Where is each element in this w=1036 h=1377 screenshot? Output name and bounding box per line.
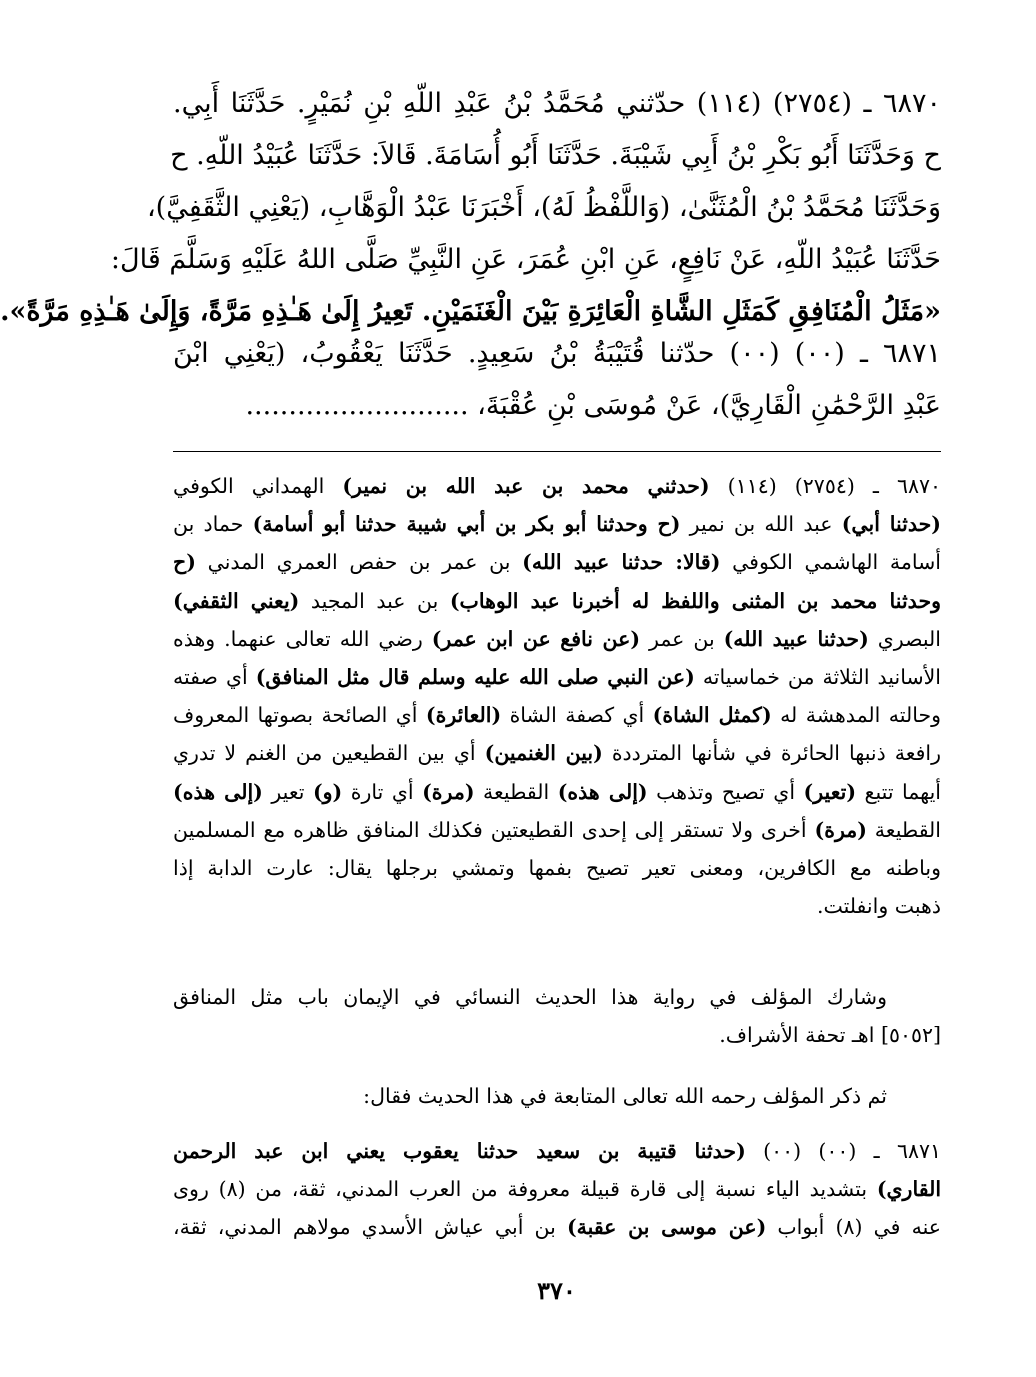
commentary-line: ثم ذكر المؤلف رحمه الله تعالى المتابعة في هذا الحديث فقال: (363, 1084, 887, 1108)
quoted-text: (عن موسى بن عقبة) (566, 1215, 767, 1240)
commentary-line (173, 1132, 941, 1170)
quoted-text: (ح وحدثنا أبو بكر بن أبي شيبة حدثنا أبو أسامة) (252, 512, 681, 537)
text: رضي الله تعالى عنهما. وهذه (173, 626, 432, 651)
quoted-text: (بين الغنمين) (484, 741, 603, 766)
text: بن عمر (640, 626, 724, 651)
text: أي بين القطيعين من الغنم لا تدري (173, 741, 485, 766)
text: الهمداني الكوفي (173, 474, 343, 498)
commentary-line (173, 582, 941, 620)
commentary-line (173, 543, 941, 581)
quoted-text: القاري) (876, 1177, 942, 1202)
quoted-text: (كمثل الشاة) (652, 703, 772, 728)
quoted-text: (يعني الثقفي) (173, 588, 300, 613)
text: تعير (262, 779, 313, 804)
quoted-text: (عن النبي صلى الله عليه وسلم قال مثل المنافق) (255, 664, 695, 689)
hadith-line: وَحَدَّثَنَا مُحَمَّدُ بْنُ الْمُثَنَّىٰ، (وَاللَّفْظُ لَهُ)، أَخْبَرَنَا عَبْدُ الْوَهَّابِ، (يَعْنِي الثَّقَفِيَّ)، (146, 192, 941, 223)
commentary-line (173, 620, 941, 658)
hadith-line: ٦٨٧٠ ـ (٢٧٥٤) (١١٤) حدّثني مُحَمَّدُ بْنُ عَبْدِ اللّهِ بْنِ نُمَيْرٍ. حَدَّثَنَا أَبِي. (173, 88, 942, 119)
commentary-line: وشارك المؤلف في رواية هذا الحديث النسائي في الإيمان باب مثل المنافق (173, 985, 887, 1009)
quoted-text: (حدثنا أبي) (841, 512, 941, 537)
commentary-line: ذهبت وانفلتت. (816, 894, 941, 919)
quoted-text: (و) (312, 779, 343, 804)
text: أي الصائحة بصوتها المعروف (173, 703, 426, 728)
quoted-text: (حدثنا عبيد الله) (723, 626, 869, 651)
quoted-text: (إلى هذه) (557, 779, 648, 804)
text: بن عبد المجيد (299, 588, 450, 613)
text: القطيعة (866, 817, 942, 842)
text: عنه في (٨) أبواب (766, 1215, 941, 1240)
text: أي تصيح وتذهب (647, 779, 804, 804)
commentary-line: وباطنه مع الكافرين، ومعنى تعير تصيح بفمها وتمشي برجلها يقال: عارت الدابة إذا (173, 855, 941, 880)
commentary-line (173, 1208, 941, 1246)
commentary-line (173, 811, 941, 849)
quoted-text: (مرة) (814, 817, 867, 842)
quoted-text: (قالا: حدثنا عبيد الله) (522, 550, 721, 575)
takhrij-paragraph (173, 978, 941, 1054)
commentary-line (173, 773, 941, 811)
commentary-6870 (173, 467, 941, 925)
text: وحالته المدهشة له (771, 703, 942, 728)
text: أسامة الهاشمي الكوفي (720, 550, 941, 575)
transition-paragraph (173, 1077, 941, 1115)
quoted-text: (مرة) (422, 779, 475, 804)
text: الأسانيد الثلاثة من خماسياته (694, 664, 942, 689)
text: بتشديد الياء نسبة إلى قارة قبيلة معروفة من العرب المدني، ثقة، من (٨) روى (173, 1177, 877, 1202)
text: أي تارة (342, 779, 423, 804)
hadith-line: ٦٨٧١ ـ (٠٠) (٠٠) حدّثنا قُتَيْبَةُ بْنُ سَعِيدٍ. حَدَّثَنَا يَعْقُوبُ، (يَعْنِي ابْنَ (173, 338, 942, 369)
text: بن أبي عياش الأسدي مولاهم المدني، ثقة، (173, 1215, 567, 1240)
quoted-text: (إلى هذه) (173, 779, 263, 804)
commentary-line (173, 1170, 941, 1208)
quoted-text: (حدثنا قتيبة بن سعيد حدثنا يعقوب يعني ابن عبد الرحمن (173, 1139, 746, 1163)
hadith-line: ح وَحَدَّثَنَا أَبُو بَكْرِ بْنُ أَبِي شَيْبَةَ. حَدَّثَنَا أَبُو أُسَامَةَ. قَالاَ: حَدَّثَنَا عُبَيْدُ اللّهِ. ح (170, 140, 941, 171)
commentary-line: [٥٠٥٢] اهـ تحفة الأشراف. (719, 1023, 941, 1048)
text: أي صفته (173, 664, 256, 689)
quoted-text: (تعير) (803, 779, 857, 804)
quoted-text: (عن نافع عن ابن عمر) (431, 626, 641, 651)
quoted-text: وحدثنا محمد بن المثنى واللفظ له أخبرنا عبد الوهاب) (449, 588, 942, 613)
text: أخرى ولا تستقر إلى إحدى القطيعتين فكذلك المنافق ظاهره مع المسلمين (173, 817, 815, 842)
text: بن عمر بن حفص العمري المدني (195, 550, 523, 575)
text: البصري (868, 626, 941, 651)
page-number: ٣٧٠ (537, 1276, 576, 1305)
quoted-text: (العائرة) (425, 703, 502, 728)
text: حماد بن (173, 512, 253, 537)
commentary-6871 (173, 1132, 941, 1247)
hadith-text-6870 (0, 78, 942, 338)
text: ٦٨٧١ ـ (٠٠) (٠٠) (745, 1139, 941, 1163)
hadith-matn-line: «مَثَلُ الْمُنَافِقِ كَمَثَلِ الشَّاةِ الْعَائِرَةِ بَيْنَ الْغَنَمَيْنِ. تَعِيرُ إِلَىٰ هَـٰذِهِ مَرَّةً، وَإِلَىٰ هَـٰذِهِ مَرَّةً». (0, 296, 941, 327)
commentary-line (173, 658, 941, 696)
commentary-line (173, 696, 941, 734)
commentary-line (173, 467, 941, 505)
hadith-line: حَدَّثَنَا عُبَيْدُ اللّهِ، عَنْ نَافِعٍ، عَنِ ابْنِ عُمَرَ، عَنِ النَّبِيِّ صَلَّى اللهُ عَلَيْهِ وَسَلَّمَ قَالَ: (110, 244, 941, 275)
commentary-line (173, 734, 941, 772)
text: رافعة ذنبها الحائرة في شأنها المترددة (602, 741, 942, 766)
text: ٦٨٧٠ ـ (٢٧٥٤) (١١٤) (709, 474, 942, 498)
hadith-line: عَبْدِ الرَّحْمَٰنِ الْقَارِيَّ)، عَنْ مُوسَى بْنِ عُقْبَةَ، .......................... (245, 390, 941, 421)
footnote-divider (173, 451, 941, 452)
commentary-line (173, 505, 941, 543)
text: أي كصفة الشاة (501, 703, 653, 728)
text: عبد الله بن نمير (680, 512, 842, 537)
quoted-text: (حدثني محمد بن عبد الله بن نمير) (342, 474, 710, 498)
hadith-text-6871 (173, 328, 941, 432)
text: أيهما تتبع (856, 779, 941, 804)
quoted-text: (ح (173, 550, 196, 575)
text: القطيعة (474, 779, 558, 804)
